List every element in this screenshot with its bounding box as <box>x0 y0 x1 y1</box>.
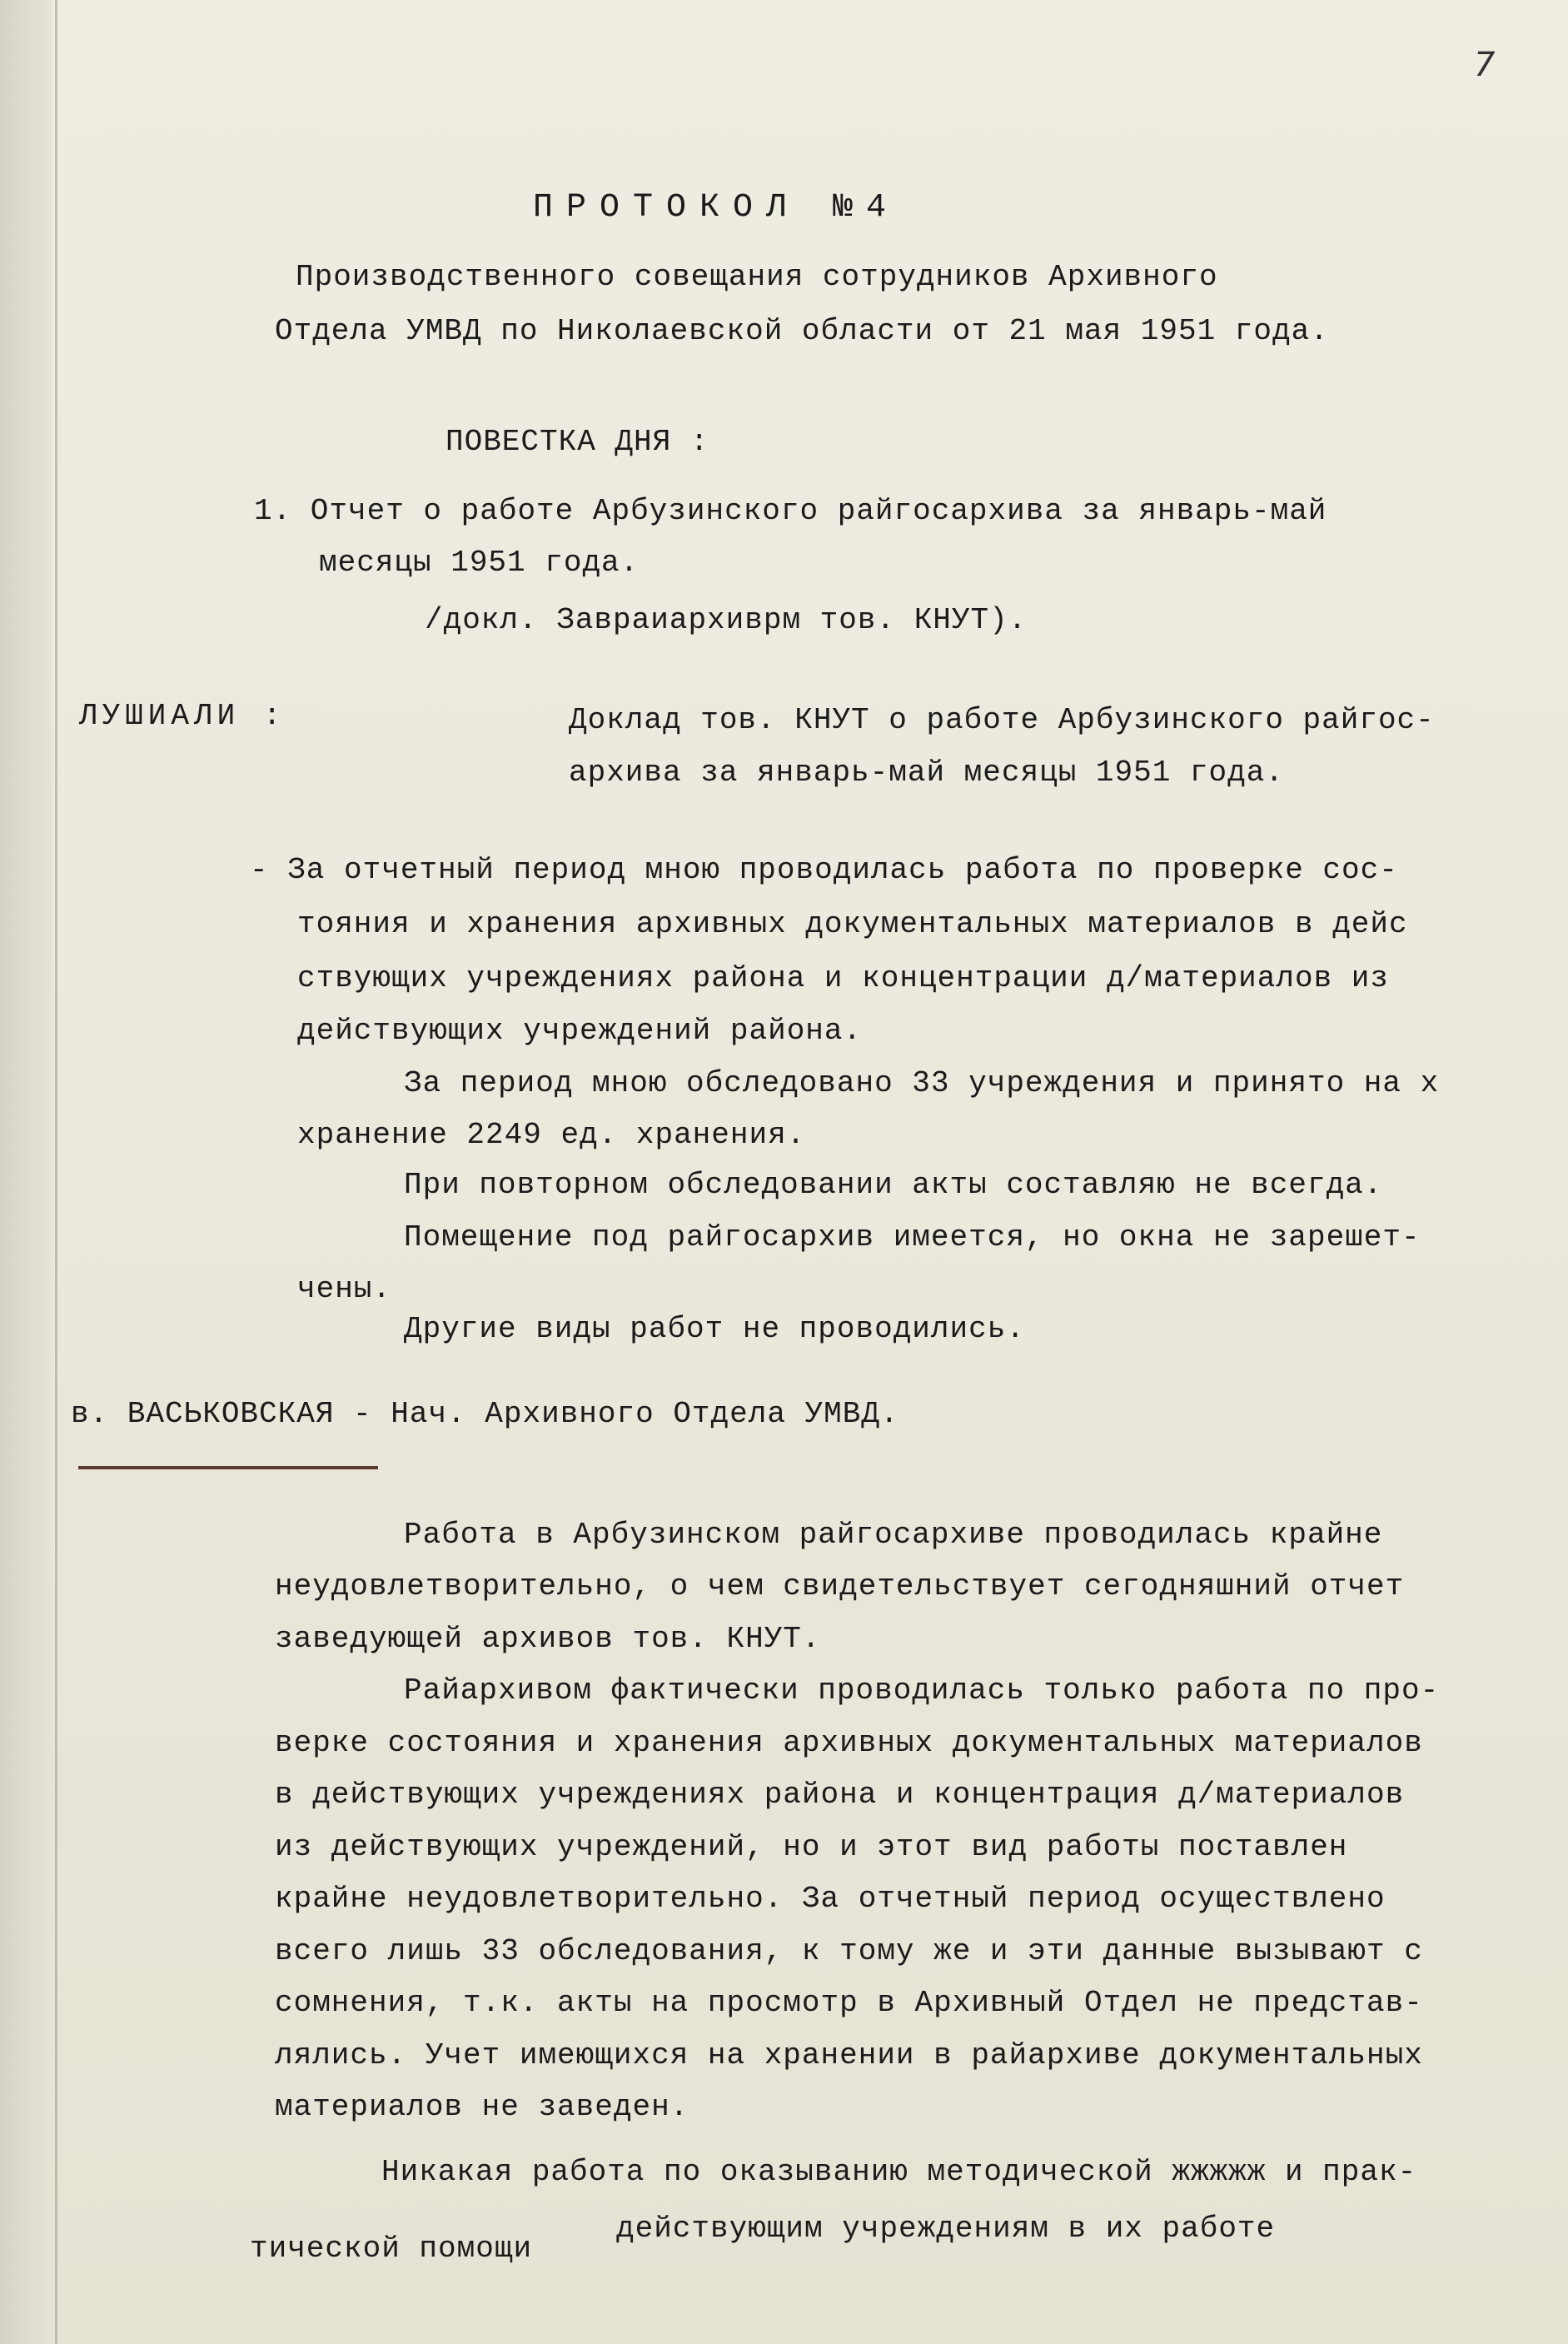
heard-label: ЛУШИАЛИ : <box>79 699 286 733</box>
header-line-2: Отдела УМВД по Николаевской области от 21 мая 1951 года. <box>275 314 1329 348</box>
response-p1-line-2: неудовлетворительно, о чем свидетельствует сегодняшний отчет <box>275 1569 1405 1603</box>
response-p1-line-3: заведующей архивов тов. КНУТ. <box>275 1622 821 1656</box>
response-p2-line-2: верке состояния и хранения архивных документальных материалов <box>275 1726 1423 1760</box>
response-p2-line-9: материалов не заведен. <box>275 2090 689 2124</box>
report-p1-line-1: - За отчетный период мною проводилась работа по проверке сос- <box>250 853 1398 887</box>
agenda-item-1-line-2: месяцы 1951 года. <box>319 546 640 580</box>
speaker-underline <box>78 1466 378 1469</box>
response-p1-line-1: Работа в Арбузинском райгосархиве проводилась крайне <box>404 1518 1383 1552</box>
response-p3-line-2b: действующим учреждениям в их работе <box>616 2212 1276 2246</box>
speaker-line: в. ВАСЬКОВСКАЯ - Нач. Архивного Отдела УМВД. <box>71 1397 899 1431</box>
heard-line-1: Доклад тов. КНУТ о работе Арбузинского райгос- <box>569 703 1435 737</box>
page-edge-shadow <box>0 0 52 2344</box>
protocol-title: ПРОТОКОЛ №4 <box>533 189 900 227</box>
response-p2-line-1: Райархивом фактически проводилась только работа по про- <box>404 1673 1440 1708</box>
report-p2-line-1: За период мною обследовано 33 учреждения и принято на х <box>404 1066 1440 1100</box>
response-p3-line-1: Никакая работа по оказыванию методической жжжжж и прак- <box>381 2155 1417 2189</box>
report-p2-line-2: хранение 2249 ед. хранения. <box>297 1118 806 1152</box>
agenda-item-1-line-1: 1. Отчет о работе Арбузинского райгосархива за январь-май <box>254 494 1327 528</box>
report-p4-line-1: Помещение под райгосархив имеется, но окна не зарешет- <box>404 1220 1421 1254</box>
report-p1-line-3: ствующих учреждениях района и концентрации д/материалов из <box>297 961 1390 995</box>
report-p1-line-4: действующих учреждений района. <box>297 1014 863 1048</box>
report-p3-line-1: При повторном обследовании акты составляю не всегда. <box>404 1168 1383 1202</box>
header-line-1: Производственного совещания сотрудников Архивного <box>296 260 1218 294</box>
agenda-item-1-line-3: /докл. Завраиархиврм тов. КНУТ). <box>425 603 1028 637</box>
response-p2-line-6: всего лишь 33 обследования, к тому же и эти данные вызывают с <box>275 1934 1423 1968</box>
heard-line-2: архива за январь-май месяцы 1951 года. <box>569 756 1284 790</box>
response-p2-line-7: сомнения, т.к. акты на просмотр в Архивный Отдел не представ- <box>275 1986 1423 2020</box>
page-number-mark: 7 <box>1474 46 1496 84</box>
response-p3-line-2a: тической помощи <box>250 2232 533 2266</box>
report-p4-line-2: чены. <box>297 1272 392 1306</box>
report-p1-line-2: тояния и хранения архивных документальных материалов в дейс <box>297 907 1408 941</box>
response-p2-line-4: из действующих учреждений, но и этот вид работы поставлен <box>275 1830 1348 1864</box>
page-fold-line <box>55 0 57 2344</box>
agenda-heading: ПОВЕСТКА ДНЯ : <box>446 425 709 459</box>
response-p2-line-3: в действующих учреждениях района и концентрация д/материалов <box>275 1778 1405 1812</box>
report-p5-line-1: Другие виды работ не проводились. <box>404 1312 1025 1346</box>
response-p2-line-5: крайне неудовлетворительно. За отчетный период осуществлено <box>275 1882 1386 1916</box>
response-p2-line-8: лялись. Учет имеющихся на хранении в райархиве документальных <box>275 2038 1423 2072</box>
